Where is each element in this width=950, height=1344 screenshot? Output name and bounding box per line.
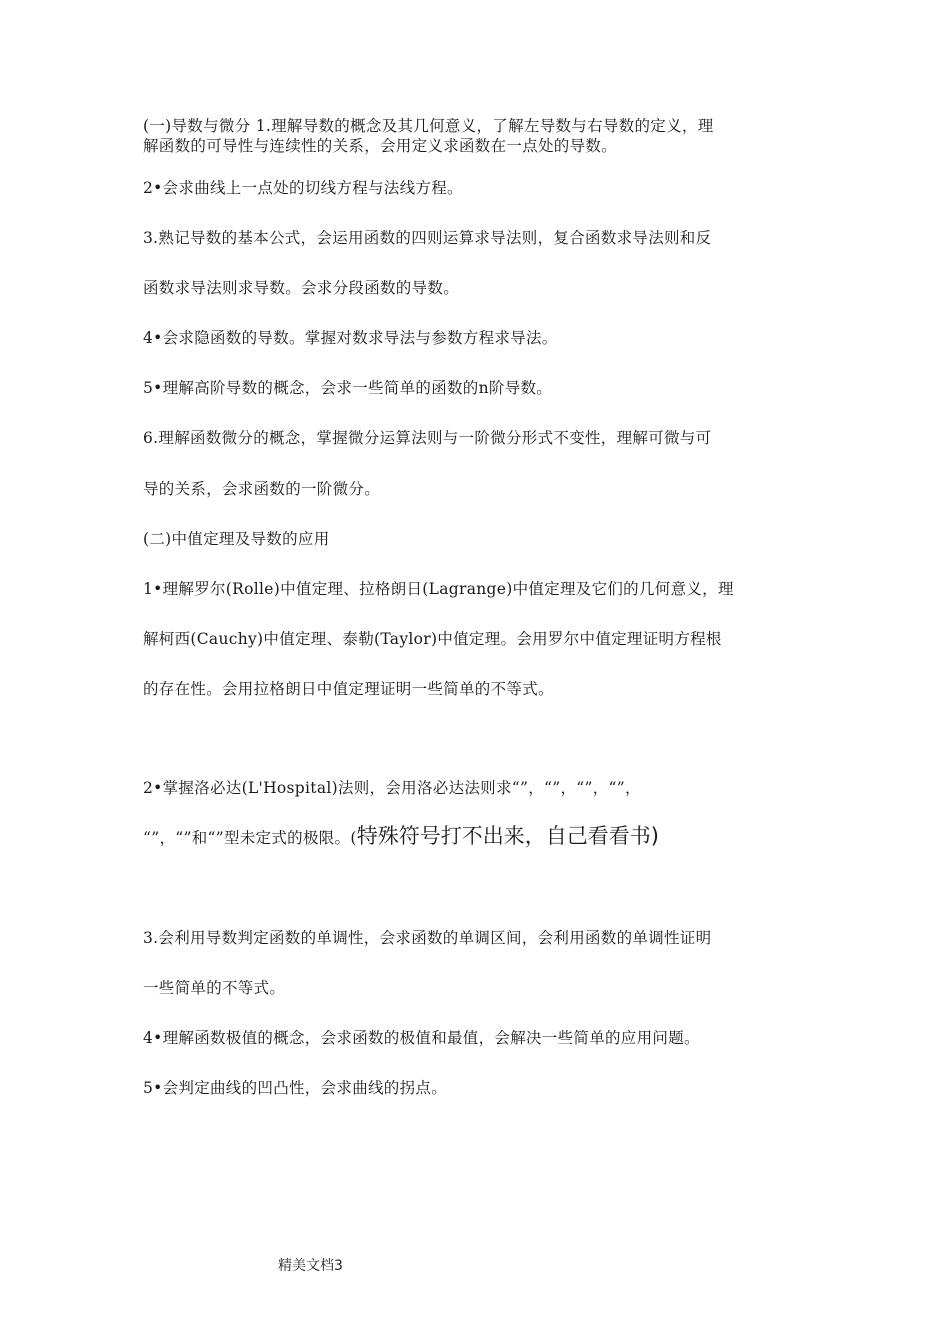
page-footer: 精美文档3 xyxy=(278,1258,343,1274)
paragraph-line-5: 函数求导法则求导数。会求分段函数的导数。 xyxy=(143,279,460,297)
paragraph-line-18: 4•理解函数极值的概念，会求函数的极值和最值，会解决一些简单的应用问题。 xyxy=(143,1029,700,1047)
paragraph-line-14: 2•掌握洛必达(L'Hospital)法则，会用洛必达法则求“”，“”，“”，“”， xyxy=(143,779,641,797)
paragraph-line-1: (一)导数与微分 1.理解导数的概念及其几何意义，了解左导数与右导数的定义，理 xyxy=(143,117,714,135)
paragraph-line-6: 4•会求隐函数的导数。掌握对数求导法与参数方程求导法。 xyxy=(143,329,558,347)
paragraph-line-7: 5•理解高阶导数的概念，会求一些简单的函数的n阶导数。 xyxy=(143,379,553,397)
paragraph-line-16: 3.会利用导数判定函数的单调性，会求函数的单调区间，会利用函数的单调性证明 xyxy=(143,929,712,947)
paragraph-line-9: 导的关系，会求函数的一阶微分。 xyxy=(143,480,381,498)
paragraph-line-17: 一些简单的不等式。 xyxy=(143,979,286,997)
paragraph-line-15 xyxy=(143,826,659,848)
paragraph-line-4: 3.熟记导数的基本公式，会运用函数的四则运算求导法则，复合函数求导法则和反 xyxy=(143,229,712,247)
section-heading-2: (二)中值定理及导数的应用 xyxy=(143,530,330,548)
paragraph-line-11: 1•理解罗尔(Rolle)中值定理、拉格朗日(Lagrange)中值定理及它们的几何意义，理 xyxy=(143,580,734,598)
paragraph-line-12: 解柯西(Cauchy)中值定理、泰勒(Taylor)中值定理。会用罗尔中值定理证明方程根 xyxy=(143,630,722,648)
paragraph-line-19: 5•会判定曲线的凹凸性，会求曲线的拐点。 xyxy=(143,1079,448,1097)
paragraph-line-3: 2•会求曲线上一点处的切线方程与法线方程。 xyxy=(143,179,463,197)
note-close-paren: ) xyxy=(650,824,659,848)
paragraph-line-8: 6.理解函数微分的概念，掌握微分运算法则与一阶微分形式不变性，理解可微与可 xyxy=(143,429,712,447)
paragraph-line-2: 解函数的可导性与连续性的关系，会用定义求函数在一点处的导数。 xyxy=(143,137,618,155)
limit-forms-text: “”，“”和“”型未定式的极限。( xyxy=(143,829,357,847)
paragraph-line-13: 的存在性。会用拉格朗日中值定理证明一些简单的不等式。 xyxy=(143,680,554,698)
handwritten-note: 特殊符号打不出来，自己看看书 xyxy=(356,824,651,848)
